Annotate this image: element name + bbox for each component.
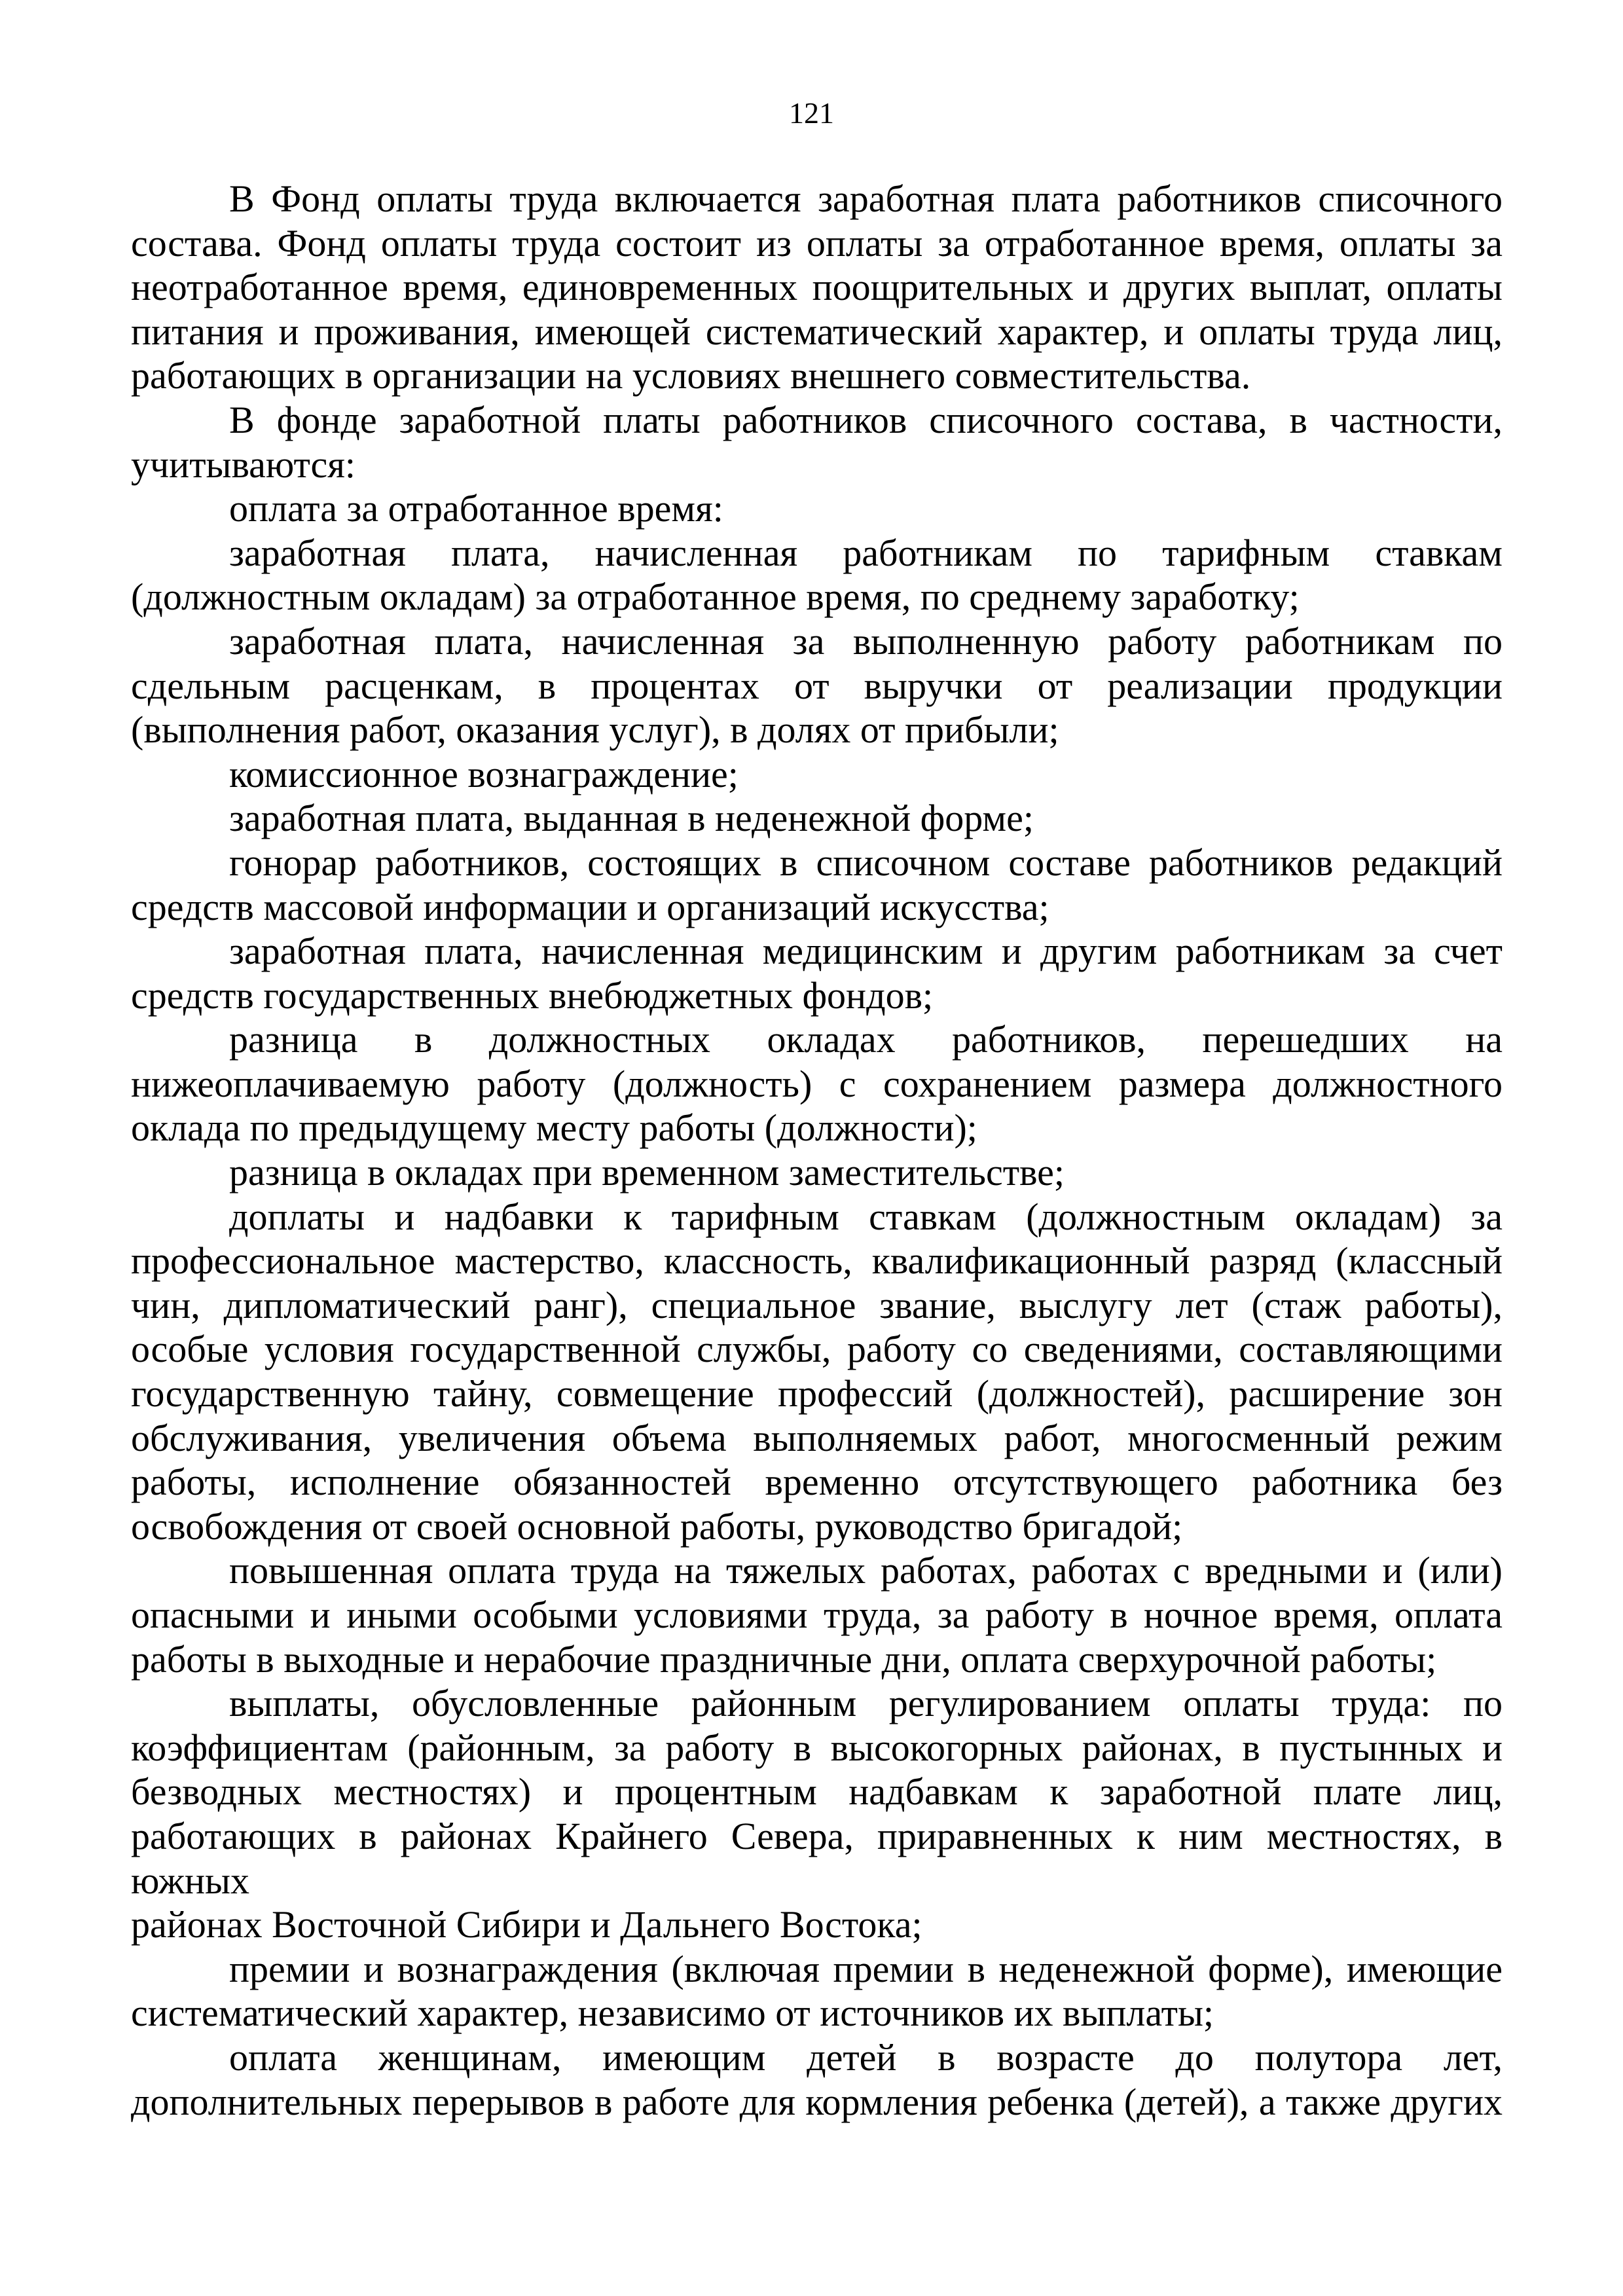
text-line: премии и вознаграждения (включая премии в неденежной форме), имеющие bbox=[229, 1947, 1503, 1990]
text-line: средств массовой информации и организаций искусства; bbox=[131, 885, 1049, 928]
text-line: повышенная оплата труда на тяжелых работах, работах с вредными и (или) bbox=[229, 1549, 1503, 1592]
text-line: заработная плата, начисленная за выполненную работу работникам по bbox=[229, 619, 1503, 663]
text-line: (выполнения работ, оказания услуг), в долях от прибыли; bbox=[131, 708, 1059, 752]
text-line: государственную тайну, совмещение профессий (должностей), расширение зон bbox=[131, 1372, 1503, 1415]
text-line: систематический характер, независимо от источников их выплаты; bbox=[131, 1992, 1214, 2035]
document-body bbox=[131, 177, 1503, 2124]
text-line: выплаты, обусловленные районным регулированием оплаты труда: по bbox=[229, 1682, 1503, 1725]
text-line: В фонде заработной платы работников списочного состава, в частности, bbox=[229, 398, 1503, 441]
text-line: оклада по предыдущему месту работы (должности); bbox=[131, 1106, 977, 1150]
text-line: сдельным расценкам, в процентах от выручки от реализации продукции bbox=[131, 664, 1503, 707]
text-line: дополнительных перерывов в работе для кормления ребенка (детей), а также других bbox=[131, 2080, 1503, 2123]
text-line: оплата за отработанное время: bbox=[229, 487, 723, 530]
text-line: питания и проживания, имеющей систематический характер, и оплаты труда лиц, bbox=[131, 310, 1503, 353]
text-line: (должностным окладам) за отработанное время, по среднему заработку; bbox=[131, 575, 1300, 619]
paragraph bbox=[131, 1548, 1503, 1681]
paragraph bbox=[131, 1017, 1503, 1150]
text-line: опасными и иными особыми условиями труда, за работу в ночное время, оплата bbox=[131, 1594, 1503, 1636]
paragraph bbox=[131, 929, 1503, 1017]
text-line: комиссионное вознаграждение; bbox=[229, 752, 739, 795]
page-number: 121 bbox=[789, 96, 834, 130]
text-line: районах Восточной Сибири и Дальнего Востока; bbox=[131, 1903, 922, 1946]
text-line: работающих в районах Крайнего Севера, приравненных к ним местностях, в южных bbox=[131, 1814, 1503, 1902]
paragraph bbox=[131, 486, 1503, 531]
text-line: гонорар работников, состоящих в списочном составе работников редакций bbox=[229, 841, 1503, 884]
paragraph bbox=[131, 531, 1503, 619]
text-line: коэффициентам (районным, за работу в высокогорных районах, в пустынных и bbox=[131, 1726, 1503, 1769]
text-line: безводных местностях) и процентным надбавкам к заработной плате лиц, bbox=[131, 1770, 1503, 1813]
paragraph bbox=[131, 1947, 1503, 2035]
paragraph bbox=[131, 2035, 1503, 2124]
paragraph bbox=[131, 752, 1503, 797]
paragraph bbox=[131, 619, 1503, 752]
text-line: учитываются: bbox=[131, 443, 356, 486]
text-line: обслуживания, увеличения объема выполняемых работ, многосменный режим bbox=[131, 1416, 1503, 1459]
text-line: заработная плата, начисленная медицинским и другим работникам за счет bbox=[229, 930, 1503, 973]
text-line: особые условия государственной службы, работу со сведениями, составляющими bbox=[131, 1328, 1503, 1371]
text-line: разница в окладах при временном заместительстве; bbox=[229, 1151, 1065, 1194]
text-line: неотработанное время, единовременных поощрительных и других выплат, оплаты bbox=[131, 266, 1503, 309]
text-line: работы в выходные и нерабочие праздничные дни, оплата сверхурочной работы; bbox=[131, 1637, 1437, 1681]
text-line: средств государственных внебюджетных фондов; bbox=[131, 974, 934, 1017]
paragraph bbox=[131, 841, 1503, 929]
text-line: состава. Фонд оплаты труда состоит из оплаты за отработанное время, оплаты за bbox=[131, 221, 1503, 264]
text-line: нижеоплачиваемую работу (должность) с сохранением размера должностного bbox=[131, 1062, 1503, 1105]
text-line: работы, исполнение обязанностей временно отсутствующего работника без bbox=[131, 1461, 1503, 1504]
text-line: профессиональное мастерство, классность, квалификационный разряд (классный bbox=[131, 1239, 1503, 1283]
text-line: заработная плата, выданная в неденежной форме; bbox=[229, 797, 1034, 840]
text-line: разница в должностных окладах работников, перешедших на bbox=[229, 1018, 1503, 1061]
paragraph bbox=[131, 1150, 1503, 1195]
paragraph bbox=[131, 1195, 1503, 1549]
text-line: работающих в организации на условиях внешнего совместительства. bbox=[131, 354, 1251, 397]
paragraph bbox=[131, 1681, 1503, 1947]
text-line: чин, дипломатический ранг), специальное звание, выслугу лет (стаж работы), bbox=[131, 1283, 1503, 1326]
text-line: освобождения от своей основной работы, руководство бригадой; bbox=[131, 1504, 1183, 1548]
paragraph bbox=[131, 177, 1503, 398]
text-line: доплаты и надбавки к тарифным ставкам (должностным окладам) за bbox=[229, 1195, 1503, 1238]
paragraph bbox=[131, 398, 1503, 486]
text-line: оплата женщинам, имеющим детей в возрасте до полутора лет, bbox=[229, 2035, 1503, 2079]
text-line: заработная плата, начисленная работникам по тарифным ставкам bbox=[229, 531, 1503, 574]
paragraph bbox=[131, 796, 1503, 841]
text-line: В Фонд оплаты труда включается заработная плата работников списочного bbox=[229, 177, 1503, 220]
